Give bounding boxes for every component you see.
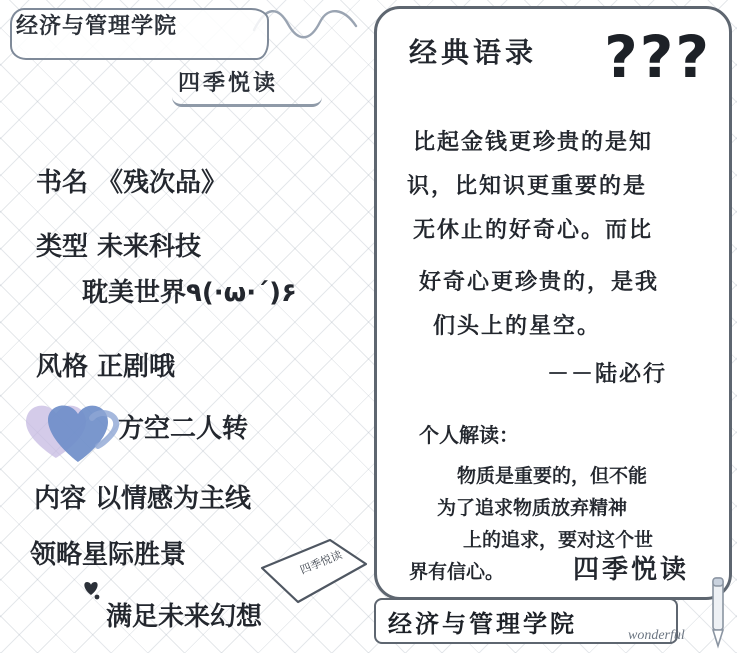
note-line: 领略星际胜景	[30, 540, 187, 570]
stamp-text: 四季悦读	[573, 555, 690, 585]
tag-text: 四季悦读	[298, 548, 344, 577]
interpretation-line: 界有信心。	[409, 561, 505, 583]
quote-attribution: －－陆必行	[547, 362, 668, 387]
note-line: 类型 未来科技	[36, 232, 202, 262]
quote-line: 们头上的星空。	[433, 314, 602, 339]
quote-line: 无休止的好奇心。而比	[413, 218, 654, 243]
quote-line: 识，比知识更重要的是	[407, 174, 648, 199]
note-line: 书名 《残次品》	[36, 168, 228, 198]
interpretation-label: 个人解读：	[419, 423, 519, 447]
quote-line: 比起金钱更珍贵的是知	[413, 130, 654, 155]
page-title: 经济与管理学院	[16, 14, 178, 39]
note-line: 耽美世界٩(·ω·´)۶	[82, 278, 297, 308]
page-subtitle: 四季悦读	[178, 71, 279, 96]
heart-icon	[18, 396, 136, 468]
quote-card-title: 经典语录	[409, 36, 538, 69]
interpretation-line: 为了追求物质放弃精神	[437, 497, 628, 519]
signature-text: wonderful	[628, 628, 685, 643]
question-marks: ???	[604, 23, 711, 91]
bullet-dot-icon	[92, 592, 102, 602]
note-line: 内容 以情感为主线	[34, 484, 252, 514]
quote-card	[374, 6, 732, 600]
quote-line: 好奇心更珍贵的，是我	[419, 270, 660, 295]
pen-icon	[705, 572, 731, 650]
note-line: 满足未来幻想	[106, 602, 263, 632]
note-line: 方空二人转	[118, 414, 249, 444]
interpretation-line: 物质是重要的，但不能	[457, 465, 648, 487]
note-line: 风格 正剧哦	[36, 352, 176, 382]
paper-tag-doodle	[258, 534, 370, 608]
interpretation-line: 上的追求，要对这个世	[463, 529, 654, 551]
footer-school-name: 经济与管理学院	[388, 610, 577, 638]
